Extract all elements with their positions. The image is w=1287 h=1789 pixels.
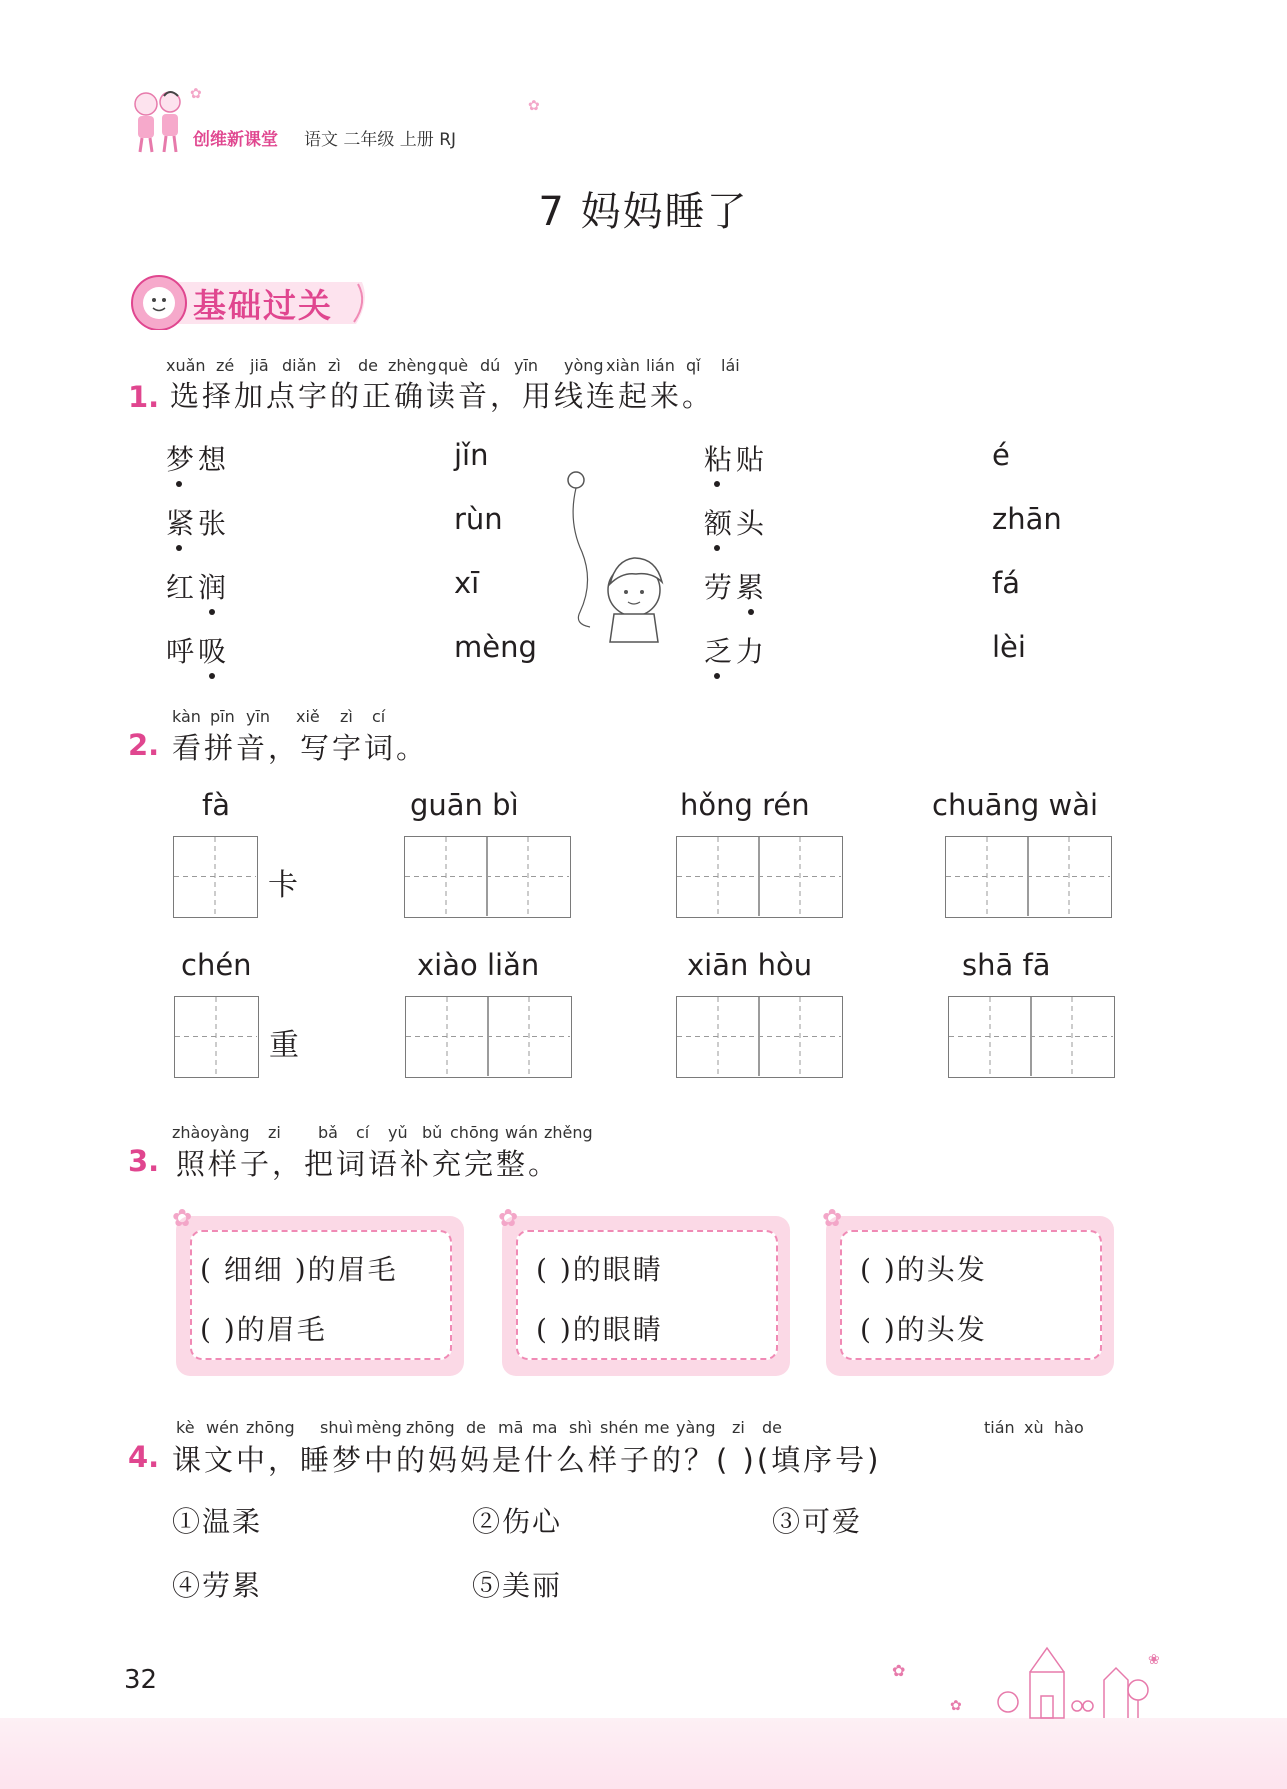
grid-suffix-char: 重 bbox=[269, 1028, 299, 1063]
right-word: 额头 bbox=[704, 507, 769, 540]
footer-band bbox=[0, 1718, 1287, 1789]
writing-grid[interactable] bbox=[405, 996, 572, 1078]
grid-suffix-char: 卡 bbox=[268, 868, 298, 903]
writing-grid[interactable] bbox=[945, 836, 1112, 918]
left-word: 呼吸 bbox=[166, 635, 231, 668]
kids-logo-icon bbox=[128, 88, 190, 156]
phrase-line[interactable]: ( )的眉毛 bbox=[200, 1313, 327, 1346]
pinyin-option: jǐn bbox=[454, 438, 489, 472]
grid-pinyin: chuāng wài bbox=[932, 788, 1099, 822]
flower-icon: ✿ bbox=[528, 98, 540, 114]
phrase-card bbox=[826, 1216, 1114, 1376]
grid-pinyin: xiào liǎn bbox=[417, 948, 540, 982]
answer-option[interactable]: ③可爱 bbox=[772, 1505, 863, 1538]
writing-grid[interactable] bbox=[948, 996, 1115, 1078]
flower-icon: ✿ bbox=[822, 1204, 843, 1232]
answer-option[interactable]: ⑤美丽 bbox=[472, 1569, 563, 1602]
page-number: 32 bbox=[124, 1665, 158, 1695]
emphasis-dot bbox=[748, 609, 754, 615]
phrase-card bbox=[176, 1216, 464, 1376]
question-1-pinyin: xuǎn zé jiā diǎn zì de zhèng què dú yīn yòng xiàn lián qǐ lái bbox=[166, 356, 740, 375]
subject-info: 语文 二年级 上册 RJ bbox=[304, 130, 457, 150]
svg-text:✿: ✿ bbox=[950, 1698, 962, 1714]
pinyin-option: zhān bbox=[992, 502, 1062, 536]
pinyin-option: é bbox=[992, 438, 1010, 472]
writing-grid[interactable] bbox=[676, 836, 843, 918]
question-1 bbox=[128, 380, 159, 414]
grid-pinyin: chén bbox=[181, 948, 252, 982]
pinyin-option: xī bbox=[454, 566, 480, 600]
emphasis-dot bbox=[714, 481, 720, 487]
phrase-line[interactable]: ( )的头发 bbox=[860, 1313, 987, 1346]
emphasis-dot bbox=[176, 545, 182, 551]
question-3-pinyin: zhào yàng zi bǎ cí yǔ bǔ chōng wán zhěng bbox=[172, 1123, 593, 1142]
flower-icon: ✿ bbox=[190, 86, 202, 102]
question-4-text: 课文中，睡梦中的妈妈是什么样子的？( )(填序号) bbox=[172, 1443, 882, 1477]
answer-option[interactable]: ②伤心 bbox=[472, 1505, 563, 1538]
svg-text:❀: ❀ bbox=[1148, 1652, 1160, 1668]
answer-option[interactable]: ④劳累 bbox=[172, 1569, 263, 1602]
phrase-line[interactable]: ( )的眼睛 bbox=[536, 1253, 663, 1286]
answer-option[interactable]: ①温柔 bbox=[172, 1505, 263, 1538]
right-word: 劳累 bbox=[704, 571, 769, 604]
emphasis-dot bbox=[209, 609, 215, 615]
grid-pinyin: xiān hòu bbox=[687, 948, 813, 982]
question-number: 3. bbox=[128, 1144, 160, 1178]
writing-grid[interactable] bbox=[173, 836, 258, 918]
pinyin-option: rùn bbox=[454, 502, 503, 536]
question-2-pinyin: kàn pīn yīn xiě zì cí bbox=[172, 707, 386, 726]
phrase-line[interactable]: ( )的眼睛 bbox=[536, 1313, 663, 1346]
question-number: 4. bbox=[128, 1440, 160, 1474]
emphasis-dot bbox=[176, 481, 182, 487]
emphasis-dot bbox=[714, 545, 720, 551]
castle-illustration bbox=[880, 1640, 1170, 1720]
writing-grid[interactable] bbox=[174, 996, 259, 1078]
question-number: 1. bbox=[128, 380, 160, 414]
right-word: 粘贴 bbox=[704, 443, 769, 476]
brand-name: 创维新课堂 bbox=[193, 130, 278, 150]
svg-text:✿: ✿ bbox=[892, 1661, 906, 1680]
writing-grid[interactable] bbox=[676, 996, 843, 1078]
question-number: 2. bbox=[128, 728, 160, 762]
phrase-line[interactable]: ( )的头发 bbox=[860, 1253, 987, 1286]
pinyin-option: fá bbox=[992, 566, 1020, 600]
left-word: 紧张 bbox=[166, 507, 231, 540]
section-title: 基础过关 bbox=[193, 286, 333, 325]
question-2-text: 看拼音，写字词。 bbox=[172, 731, 429, 765]
writing-grid[interactable] bbox=[404, 836, 571, 918]
grid-pinyin: fà bbox=[202, 788, 230, 822]
girl-balloon-illustration bbox=[560, 462, 680, 652]
phrase-card bbox=[502, 1216, 790, 1376]
right-word: 乏力 bbox=[704, 635, 769, 668]
phrase-line: ( 细细 )的眉毛 bbox=[200, 1253, 398, 1286]
pinyin-option: mèng bbox=[454, 630, 537, 664]
emphasis-dot bbox=[209, 673, 215, 679]
question-4-pinyin: kè wén zhōng shuì mèng zhōng de mā ma shì shén me yàng zi de tián xù hào bbox=[176, 1418, 1084, 1437]
flower-icon: ✿ bbox=[498, 1204, 519, 1232]
flower-icon: ✿ bbox=[172, 1204, 193, 1232]
lesson-title: 7 妈妈睡了 bbox=[538, 189, 749, 235]
grid-pinyin: guān bì bbox=[410, 788, 519, 822]
left-word: 红润 bbox=[166, 571, 231, 604]
question-1-text: 选择加点字的正确读音，用线连起来。 bbox=[170, 379, 715, 413]
emphasis-dot bbox=[714, 673, 720, 679]
pinyin-option: lèi bbox=[992, 630, 1026, 664]
grid-pinyin: shā fā bbox=[962, 948, 1051, 982]
grid-pinyin: hǒng rén bbox=[680, 788, 810, 822]
left-word: 梦想 bbox=[166, 443, 231, 476]
question-3-text: 照样子，把词语补充完整。 bbox=[176, 1147, 561, 1181]
